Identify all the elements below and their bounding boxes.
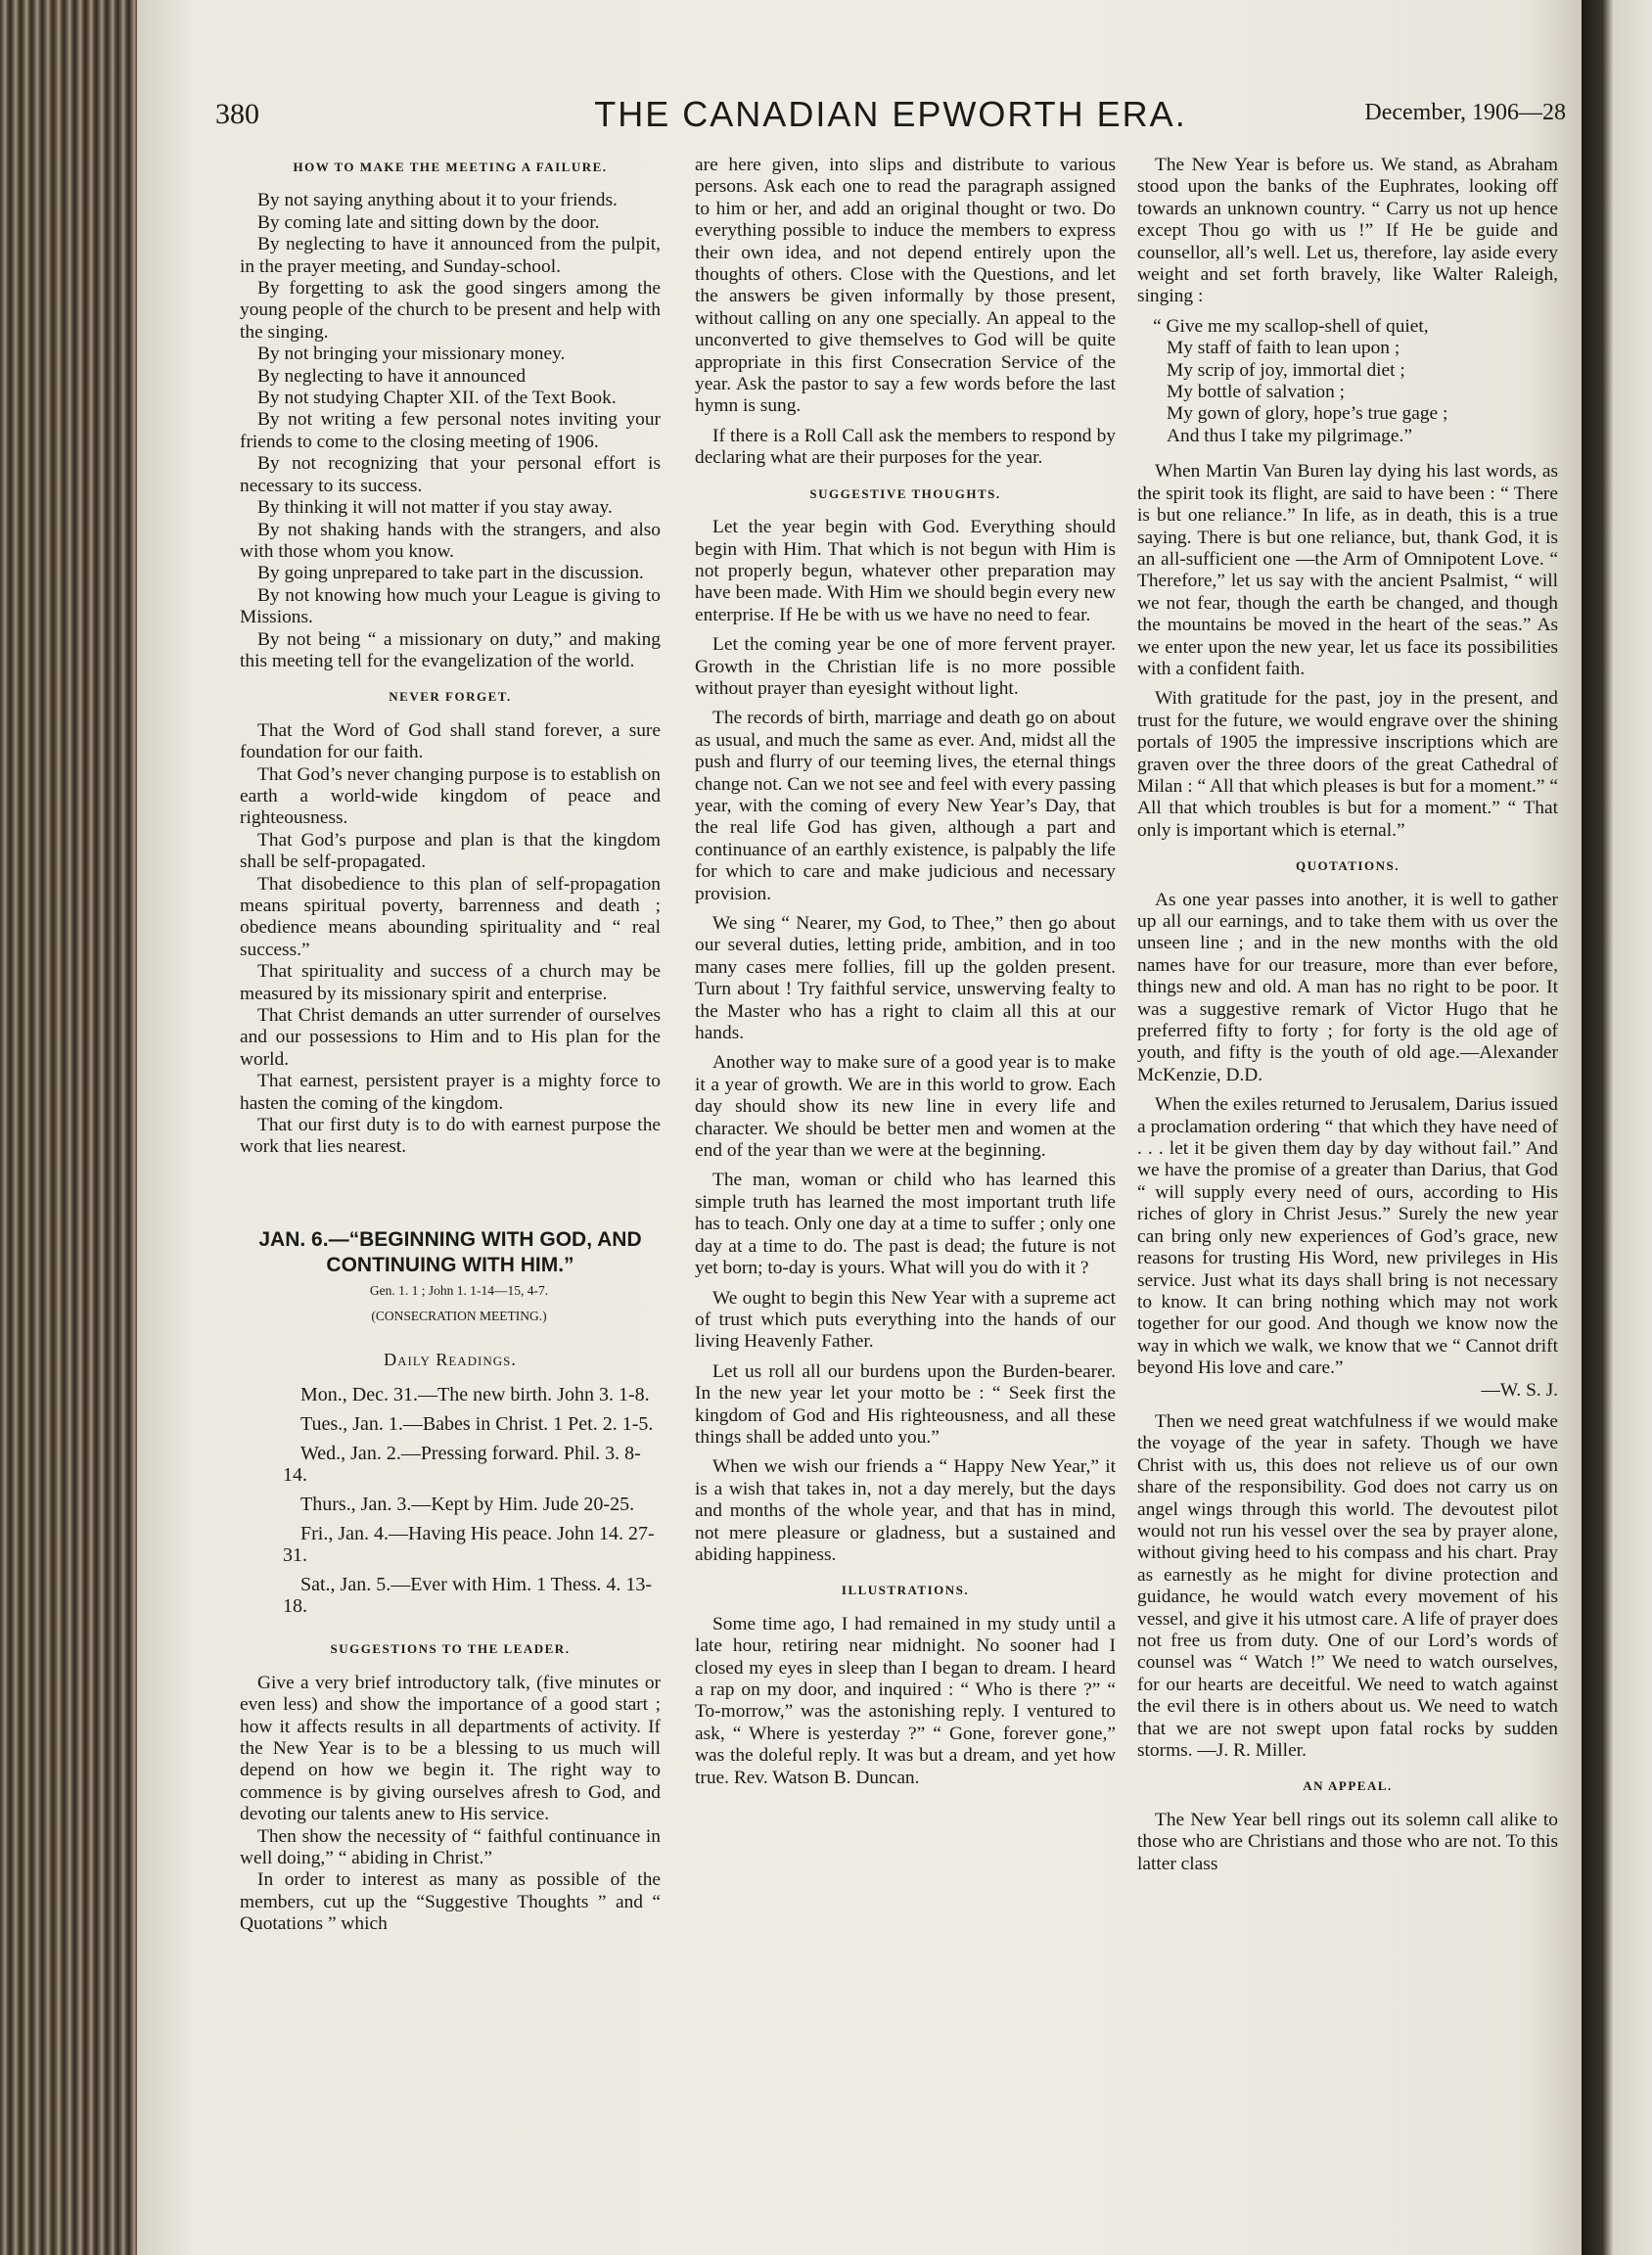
body-paragraph: If there is a Roll Call ask the members to respond by declaring what are their purposes for the year. — [695, 425, 1116, 469]
body-paragraph: Then we need great watchfulness if we would make the voyage of the year in safety. Though we have Christ with us, this does not relieve us of our own share of the responsibility. God does not carry us on angel wings through this world. The devoutest pilot would not run his vessel over the sea by prayer alone, without giving heed to his compass and his chart. Pray as earnestly as he might for divine protection and guidance, he would watch every movement of his vessel, and give it his utmost care. A life of prayer does not free us from duty. One of our Lord’s words of counsel was “ Watch !” We need to watch ourselves, for our hearts are deceitful. We need to watch against the evil there is in others about us. We need to watch that we are not swept upon fatal rocks by sudden storms. —J. R. Miller. — [1137, 1410, 1558, 1762]
body-paragraph: We ought to begin this New Year with a supreme act of trust which puts everything into the hands of our living Heavenly Father. — [695, 1287, 1116, 1353]
failure-item: By neglecting to have it announced from the pulpit, in the prayer meeting, and Sunday-school. — [240, 234, 661, 277]
body-paragraph: The man, woman or child who has learned this simple truth has learned the most important truth life has to teach. Only one day at a time to suffer ; only one day at a time to do. The past is dead; the future is not yet born; to-day is yours. What will you do with it ? — [695, 1170, 1116, 1279]
quote-signature: —W. S. J. — [1481, 1379, 1558, 1401]
body-paragraph: We sing “ Nearer, my God, to Thee,” then go about our several duties, letting pride, ambition, and in too many cases mere follies, fill up the golden present. Turn about ! Try faithful service, unswerving fealty to the Master who has a right to claim all this at our hands. — [695, 913, 1116, 1044]
leader-paragraph: Give a very brief introductory talk, (five minutes or even less) and show the importance of a good start ; how it affects results in all departments of activity. If the New Year is to be a blessing to us much will depend on how we begin it. The right way to commence is by giving ourselves afresh to God, and devoting our talents anew to His service. — [240, 1672, 661, 1825]
leader-paragraph: In order to interest as many as possible of the members, cut up the “Suggestive Thoughts ” and “ Quotations ” which — [240, 1869, 661, 1935]
body-paragraph: As one year passes into another, it is well to gather up all our earnings, and to take them with us over the unseen line ; and in the new months with the old names have for our treasure, more than ever before, things new and old. A man has no right to be poor. It was a suggestive remark of Victor Hugo that he preferred fifty to forty ; for forty is the old age of youth, and fifty is the youth of old age.—Alexander McKenzie, D.D. — [1137, 889, 1558, 1085]
poem-line: My staff of faith to lean upon ; — [1167, 338, 1400, 359]
body-paragraph: are here given, into slips and distribute to various persons. Ask each one to read the paragraph assigned to him or her, and add an original thought or two. Do everything possible to induce the members to express their own idea, and not depend entirely upon the thoughts of others. Close with the Questions, and let the answers be given informally by those present, without calling on any one specially. An appeal to the unconverted to give themselves to God will be quite appropriate in this first Consecration Service of the year. Ask the pastor to say a few words before the last hymn is sung. — [695, 155, 1116, 417]
never-item: That disobedience to this plan of self-propagation means spiritual poverty, barrenness and death ; obedience means abounding spirituality and “ real success.” — [240, 873, 661, 960]
journal-page — [137, 0, 1582, 2255]
body-paragraph: Some time ago, I had remained in my study until a late hour, retiring near midnight. No sooner had I closed my eyes in sleep than I began to dream. I heard a rap on my door, and inquired : “ Who is there ?” “ To-morrow,” was the astonishing reply. I ventured to ask, “ Where is yesterday ?” “ Gone, forever gone,” was the doleful reply. It was but a dream, and yet how true. Rev. Watson B. Duncan. — [695, 1613, 1116, 1788]
section-heading-illustrations: ILLUSTRATIONS. — [841, 1583, 970, 1598]
never-item: That Christ demands an utter surrender of ourselves and our possessions to Him and to His plan for the world. — [240, 1005, 661, 1070]
section-heading-never-forget: NEVER FORGET. — [389, 689, 512, 705]
failure-item: By forgetting to ask the good singers among the young people of the church to be present and help with the singing. — [240, 278, 661, 343]
never-item: That the Word of God shall stand forever, a sure foundation for our faith. — [240, 719, 661, 763]
issue-date: December, 1906—28 — [1364, 100, 1566, 125]
body-paragraph: The records of birth, marriage and death go on about as usual, and much the same as ever. And, midst all the push and flurry of our teeming lives, the eternal things change not. Can we not see and feel with every passing year, with the coming of every New Year’s Day, that the real life God has given, although a part and continuance of an earthly existence, is palpably the life for which to care and make judicious and necessary provision. — [695, 708, 1116, 904]
reading-item: Tues., Jan. 1.—Babes in Christ. 1 Pet. 2. 1-5. — [300, 1413, 654, 1436]
page-number: 380 — [215, 98, 259, 130]
failure-item: By not recognizing that your personal effort is necessary to its success. — [240, 453, 661, 496]
page-header — [215, 94, 1566, 143]
reading-item: Mon., Dec. 31.—The new birth. John 3. 1-8. — [300, 1384, 650, 1406]
body-paragraph: When Martin Van Buren lay dying his last words, as the spirit took its flight, are said to have been : “ There is but one reliance.” In life, as in death, this is a true saying. There is but one reliance, but, thank God, it is an all-sufficient one —the Arm of Omnipotent Love. “ Therefore,” let us say with the ancient Psalmist, “ will we not fear, though the earth be changed, and though the mountains be moved in the heart of the seas.” As we enter upon the new year, let us face its possibilities with a confident faith. — [1137, 461, 1558, 679]
lesson-scripture-refs: Gen. 1. 1 ; John 1. 1-14—15, 4-7. — [369, 1282, 549, 1298]
failure-item: By coming late and sitting down by the door. — [257, 211, 600, 233]
body-paragraph: Let the year begin with God. Everything should begin with Him. That which is not begun with Him is not properly begun, whatever other preparation may have been made. With Him we should begin every new enterprise. If He be with us we have no need to fear. — [695, 517, 1116, 625]
section-heading-quotations: QUOTATIONS. — [1296, 858, 1400, 874]
failure-item: By not shaking hands with the strangers, and also with those whom you know. — [240, 519, 661, 562]
poem-line: My gown of glory, hope’s true gage ; — [1167, 403, 1448, 425]
failure-item: By not being “ a missionary on duty,” and making this meeting tell for the evangelization of the world. — [240, 628, 661, 671]
reading-item: Wed., Jan. 2.—Pressing forward. Phil. 3. 8-14. — [283, 1443, 641, 1487]
section-heading-appeal: AN APPEAL. — [1303, 1778, 1393, 1794]
body-paragraph: With gratitude for the past, joy in the present, and trust for the future, we would engrave over the shining portals of 1905 the impressive inscriptions which are graven over the three doors of the great Cathedral of Milan : “ All that which pleases is but for a moment.” “ All that which troubles is but for a moment.” “ That only is important which is eternal.” — [1137, 688, 1558, 841]
section-heading-failure: HOW TO MAKE THE MEETING A FAILURE. — [293, 160, 608, 174]
section-heading-suggestive: SUGGESTIVE THOUGHTS. — [809, 485, 1001, 501]
reading-item: Sat., Jan. 5.—Ever with Him. 1 Thess. 4. 13-18. — [283, 1574, 653, 1618]
never-item: That our first duty is to do with earnest purpose the work that lies nearest. — [240, 1115, 661, 1158]
body-paragraph: Let the coming year be one of more fervent prayer. Growth in the Christian life is no more possible without prayer than eyesight without light. — [695, 634, 1116, 699]
leader-paragraph: Then show the necessity of “ faithful continuance in well doing,” “ abiding in Christ.” — [240, 1825, 661, 1868]
failure-item: By neglecting to have it announced — [257, 365, 527, 387]
poem-line: And thus I take my pilgrimage.” — [1167, 425, 1412, 446]
body-paragraph: When we wish our friends a “ Happy New Year,” it is a wish that takes in, not a day merely, but the days and months of the whole year, and that has in mind, not mere pleasure or gladness, but a sustained and abiding happiness. — [695, 1456, 1116, 1565]
body-paragraph: Another way to make sure of a good year is to make it a year of growth. We are in this world to grow. Each day should show its new line in every life and character. We should be better men and women at the end of the year than we were at the beginning. — [695, 1052, 1116, 1162]
failure-item: By thinking it will not matter if you stay away. — [257, 497, 613, 519]
failure-item: By not studying Chapter XII. of the Text Book. — [257, 388, 617, 409]
never-item: That God’s purpose and plan is that the kingdom shall be self-propagated. — [240, 829, 661, 873]
book-spine — [0, 0, 147, 2255]
reading-item: Thurs., Jan. 3.—Kept by Him. Jude 20-25. — [300, 1494, 635, 1516]
body-paragraph: Let us roll all our burdens upon the Burden-bearer. In the new year let your motto be : “ Seek first the kingdom of God and His righteousness, and all these things shall be added unto you.” — [695, 1360, 1116, 1448]
next-page-edge — [1582, 0, 1652, 2255]
body-paragraph: When the exiles returned to Jerusalem, Darius issued a proclamation ordering “ that which they have need of . . . let it be given them day by day without fail.” And we have the promise of a greater than Darius, that God “ will supply every need of ours, according to His riches of glory in Christ Jesus.” Surely the new year can bring only new experiences of God’s grace, new reasons for trusting His Word, new privileges in His service. Just what its days shall bring is not necessary to know. It can bring nothing which may not work together for our good. And though we know now the way in which we walk, we know that we “ Cannot drift beyond His love and care.” — [1137, 1094, 1558, 1379]
poem — [1153, 316, 1558, 447]
failure-item: By not knowing how much your League is giving to Missions. — [240, 584, 661, 628]
column-left — [240, 155, 661, 1936]
column-right — [1137, 155, 1558, 1883]
lesson-title: JAN. 6.—“BEGINNING WITH GOD, AND CONTINUING WITH HIM.” — [258, 1227, 642, 1276]
journal-title: THE CANADIAN EPWORTH ERA. — [594, 94, 1187, 134]
body-paragraph: The New Year is before us. We stand, as Abraham stood upon the banks of the Euphrates, looking off towards an unknown country. “ Carry us not up hence except Thou go with us !” If He be guide and counsellor, all’s well. Let us, therefore, lay aside every weight and set forth bravely, like Walter Raleigh, singing : — [1137, 155, 1558, 307]
lesson-meeting-type: (CONSECRATION MEETING.) — [371, 1308, 547, 1323]
column-middle — [695, 155, 1116, 1797]
never-item: That God’s never changing purpose is to establish on earth a world-wide kingdom of peace and righteousness. — [240, 763, 661, 829]
never-item: That spirituality and success of a church may be measured by its missionary spirit and enterprise. — [240, 961, 661, 1004]
poem-line: My scrip of joy, immortal diet ; — [1167, 359, 1405, 381]
failure-item: By not saying anything about it to your friends. — [257, 190, 618, 211]
failure-item: By not bringing your missionary money. — [257, 344, 566, 365]
daily-readings-heading: Daily Readings. — [384, 1349, 517, 1369]
reading-item: Fri., Jan. 4.—Having His peace. John 14. 27-31. — [283, 1523, 655, 1567]
poem-line: “ Give me my scallop-shell of quiet, — [1153, 315, 1429, 337]
failure-item: By going unprepared to take part in the discussion. — [257, 563, 644, 584]
poem-line: My bottle of salvation ; — [1167, 382, 1346, 403]
section-heading-leader: SUGGESTIONS TO THE LEADER. — [330, 1641, 571, 1657]
never-item: That earnest, persistent prayer is a mighty force to hasten the coming of the kingdom. — [240, 1071, 661, 1114]
failure-item: By not writing a few personal notes inviting your friends to come to the closing meeting of 1906. — [240, 409, 661, 452]
body-paragraph: The New Year bell rings out its solemn call alike to those who are Christians and those who are not. To this latter class — [1137, 1809, 1558, 1874]
